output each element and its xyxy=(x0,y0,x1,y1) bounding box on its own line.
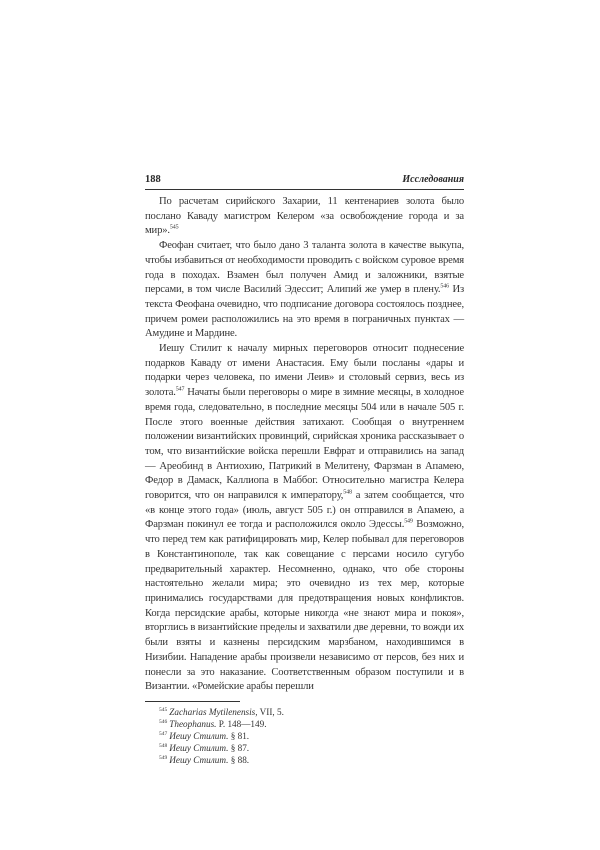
footnote-divider xyxy=(145,701,240,702)
footnote-source: Theophanus. xyxy=(169,718,217,729)
paragraph-text: Начаты были переговоры о мире в зимние месяцы, в холодное время года, следовательно, в последние месяцы 504 или в начале 505 г. После этого военные действия затихают. Сообщая о внутреннем положении византийских провинций, сирийская хроника рассказывает о том, что византийские войска перешли Евфрат и отправились на запад — Ареобинд в Антиохию, Патрикий в Мелитену, Фарзман в Апамею, Федор в Дамаск, Каллиопа в Маббог. Относительно магистра Келера говорится, что он направился к императору, xyxy=(145,387,464,502)
footnote-text: VII, 5. xyxy=(257,706,284,717)
footnote-source: Иешу Стилит. xyxy=(169,742,229,753)
footnote-ref: 546 xyxy=(440,283,449,290)
paragraph xyxy=(145,239,464,342)
footnotes xyxy=(145,706,464,766)
paragraph xyxy=(145,342,464,695)
footnote-text: § 87. xyxy=(228,742,250,753)
footnote-ref: 547 xyxy=(175,386,185,393)
paragraph-text: Феофан считает, что было дано 3 таланта золота в качестве выкупа, чтобы избавиться от необходимости проводить с войском суровое время года в походах. Взамен был получен Амид и заложники, взятые персами, в том числе Василий Эдессит; Алипий же умер в плену. xyxy=(145,240,464,296)
footnote xyxy=(145,742,464,754)
footnote-number: 545 xyxy=(159,706,168,713)
footnote-number: 548 xyxy=(159,742,168,749)
footnote-ref: 545 xyxy=(169,224,179,231)
paragraph-text: Из текста Феофана очевидно, что подписание договора состоялось позднее, причем ромеи расположились на это время в пограничных пунктах — Амудине и Мардине. xyxy=(145,284,464,340)
running-header xyxy=(145,174,464,190)
paragraph-text: Иешу Стилит к началу мирных переговоров относит поднесение подарков Каваду от имени Анастасия. Ему были посланы «дары и подарки через человека, по имени Леив» и столовый сервиз, весь из золота. xyxy=(145,343,464,399)
running-title: Исследования xyxy=(402,174,464,185)
body-text xyxy=(145,195,464,695)
footnote xyxy=(145,754,464,766)
footnote-source: Zacharias Mytilenensis, xyxy=(169,706,258,717)
footnote xyxy=(145,730,464,742)
footnote-ref: 548 xyxy=(343,489,352,496)
paragraph-text: Возможно, что перед тем как ратифицировать мир, Келер побывал для переговоров в Константинополе, так как совещание с персами носило сугубо предварительный характер. Несомненно, однако, что обе стороны настоятельно желали мира; это очевидно из тех мер, которые принимались государствами для предотвращения новых конфликтов. Когда персидские арабы, которые никогда «не знают мира и покоя», вторглись в византийские пределы и захватили две деревни, то вожди их были взяты и казнены персидским марзбаном, находившимся в Низибии. Нападение арабы произвели независимо от персов, без них и понесли за это наказание. Соответственным образом поступили и в Византии. «Ромейские арабы перешли xyxy=(145,519,465,693)
footnote-number: 547 xyxy=(159,730,168,737)
paragraph-text: По расчетам сирийского Захарии, 11 кентенариев золота было послано Каваду магистром Келером «за освобождение города и за мир». xyxy=(145,196,464,237)
footnote-number: 546 xyxy=(159,718,168,725)
footnote-number: 549 xyxy=(159,754,168,761)
paragraph xyxy=(145,195,464,239)
footnote-text: § 81. xyxy=(228,730,250,741)
footnote-ref: 549 xyxy=(404,518,413,525)
footnote-text: P. 148—149. xyxy=(216,718,267,729)
footnote xyxy=(145,718,464,730)
page-number: 188 xyxy=(145,174,161,185)
footnote-source: Иешу Стилит. xyxy=(169,754,229,765)
paragraph-text: а затем сообщается, что «в конце этого года» (июль, август 505 г.) он отправился в Апамею, а Фарзман покинул ее тогда и расположился около Эдессы. xyxy=(145,490,464,531)
book-page xyxy=(145,174,464,766)
footnote-source: Иешу Стилит. xyxy=(169,730,229,741)
footnote xyxy=(145,706,464,718)
footnote-text: § 88. xyxy=(228,754,250,765)
